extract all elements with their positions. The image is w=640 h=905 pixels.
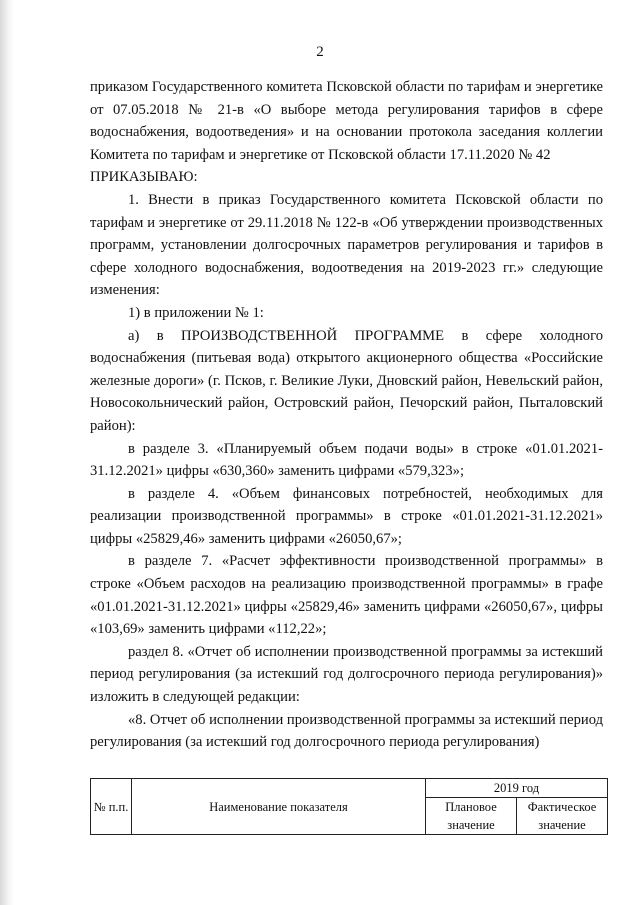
paragraph-section-3: в разделе 3. «Планируемый объем подачи воды» в строке «01.01.2021-31.12.2021» цифры «630,360» заменить цифрами «579,323»;	[90, 440, 603, 480]
paragraph-order-heading: ПРИКАЗЫВАЮ:	[90, 169, 198, 186]
paragraph-item-1: 1. Внести в приказ Государственного комитета Псковской области по тарифам и энергетике от 29.11.2018 № 122-в «Об утверждении производственных программ, установлении долгосрочных параметров регулирования и тарифов в сфере холодного водоснабжения, водоотведения на 2019-2023 гг.» следующие изменения:	[90, 191, 603, 299]
table-header-actual: Фактическое значение	[517, 798, 608, 835]
report-table	[90, 778, 608, 835]
scan-edge-shadow	[0, 0, 14, 905]
paragraph-section-8-title: «8. Отчет об исполнении производственной программы за истекший период регулирования (за истекший год долгосрочного периода регулирования)	[90, 711, 603, 751]
table-header-number: № п.п.	[91, 779, 132, 835]
paragraph-subitem-a: а) в ПРОИЗВОДСТВЕННОЙ ПРОГРАММЕ в сфере холодного водоснабжения (питьевая вода) открытого акционерного общества «Российские железные дороги» (г. Псков, г. Великие Луки, Дновский район, Невельский район, Новосокольнический район, Островский район, Печорский район, Пыталовский район):	[90, 327, 603, 434]
paragraph-section-7: в разделе 7. «Расчет эффективности производственной программы» в строке «Объем расходов на реализацию производственной программы» в графе «01.01.2021-31.12.2021» цифры «25829,46» заменить цифрами «26050,67», цифры «103,69» заменить цифрами «112,22»;	[90, 553, 603, 638]
paragraph-subitem-1: 1) в приложении № 1:	[128, 304, 264, 321]
table-header-name: Наименование показателя	[132, 779, 426, 835]
table-header-year: 2019 год	[426, 779, 608, 798]
table-header-planned: Плановое значение	[426, 798, 517, 835]
page-number: 2	[316, 44, 324, 60]
paragraph-basis: приказом Государственного комитета Псковской области по тарифам и энергетике от 07.05.2018 № 21-в «О выборе метода регулирования тарифов в сфере водоснабжения, водоотведения» и на основании протокола заседания коллегии Комитета по тарифам и энергетике от Псковской области 17.11.2020 № 42	[90, 79, 603, 163]
table-header-row	[91, 779, 608, 798]
paragraph-section-4: в разделе 4. «Объем финансовых потребностей, необходимых для реализации производственной программы» в строке «01.01.2021-31.12.2021» цифры «25829,46» заменить цифрами «26050,67»;	[90, 485, 603, 547]
document-body	[90, 76, 603, 754]
paragraph-section-8: раздел 8. «Отчет об исполнении производственной программы за истекший период регулирования (за истекший год долгосрочного периода регулирования)» изложить в следующей редакции:	[90, 643, 603, 706]
